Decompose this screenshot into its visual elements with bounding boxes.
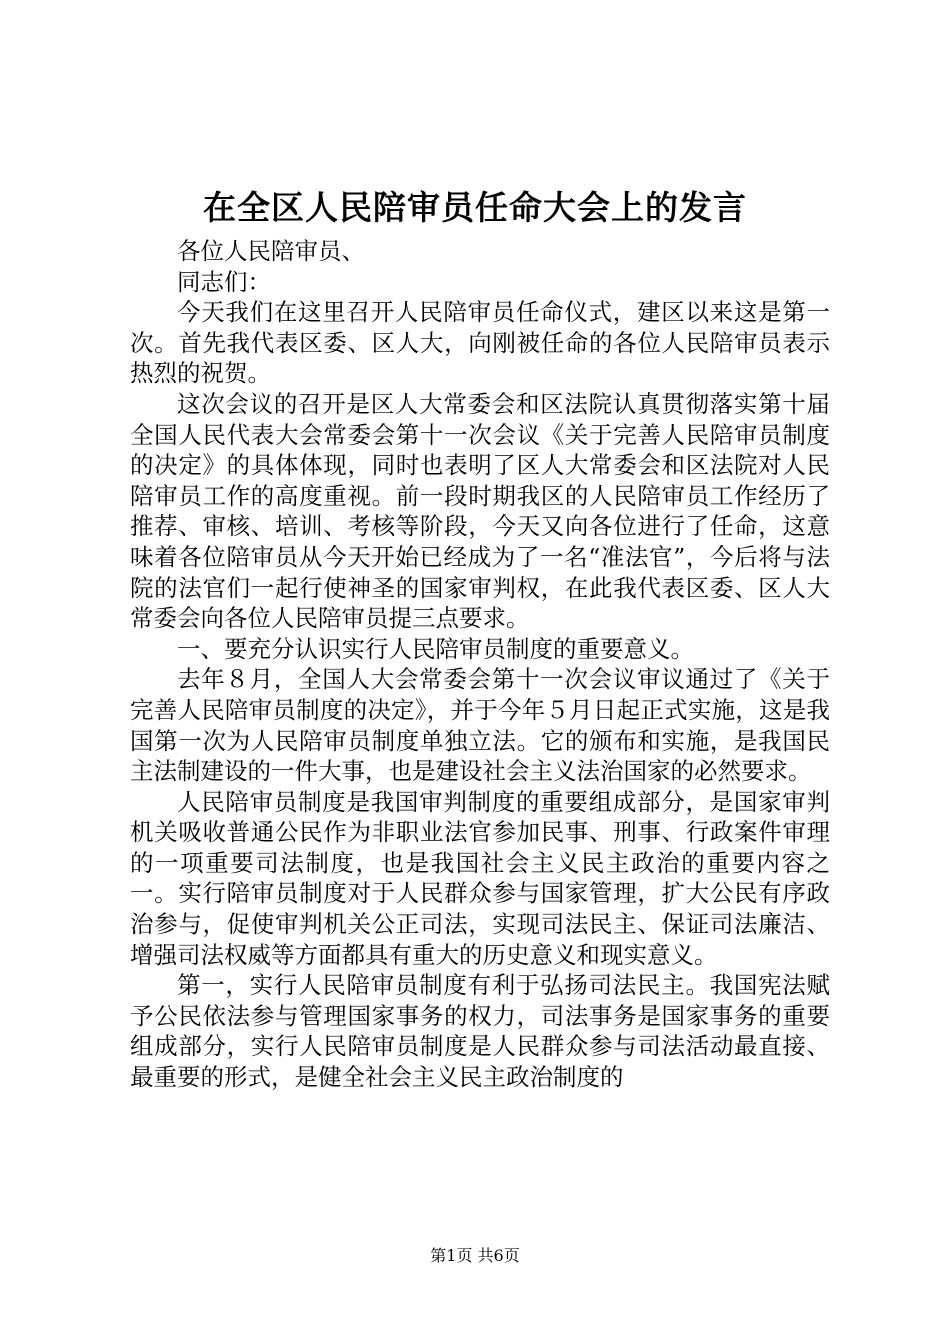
- paragraph-law: 去年８月，全国人大会常委会第十一次会议审议通过了《关于完善人民陪审员制度的决定》，并于今年５月日起正式实施，这是我国第一次为人民陪审员制度单独立法。它的颁布和实施，是我国民主法制建设的一件大事，也是建设社会主义法治国家的必然要求。: [130, 665, 830, 786]
- salutation-line-2: 同志们：: [177, 267, 271, 296]
- paragraph-first-point: 第一，实行人民陪审员制度有利于弘扬司法民主。我国宪法赋予公民依法参与管理国家事务的权力，司法事务是国家事务的重要组成部分，实行人民陪审员制度是人民群众参与司法活动最直接、最重要的形式，是健全社会主义民主政治制度的: [130, 971, 830, 1092]
- page-footer: 第1页 共6页: [430, 1246, 520, 1265]
- section-heading-1: 一、要充分认识实行人民陪审员制度的重要意义。: [177, 634, 694, 663]
- document-body: [130, 236, 830, 1093]
- paragraph-opening: 今天我们在这里召开人民陪审员任命仪式，建区以来这是第一次。首先我代表区委、区人大，向刚被任命的各位人民陪审员表示热烈的祝贺。: [130, 298, 830, 388]
- paragraph-system: 人民陪审员制度是我国审判制度的重要组成部分，是国家审判机关吸收普通公民作为非职业法官参加民事、刑事、行政案件审理的一项重要司法制度，也是我国社会主义民主政治的重要内容之一。实行陪审员制度对于人民群众参与国家管理，扩大公民有序政治参与，促使审判机关公正司法，实现司法民主、保证司法廉洁、增强司法权威等方面都具有重大的历史意义和现实意义。: [130, 787, 830, 969]
- salutation-line-1: 各位人民陪审员、: [177, 237, 365, 265]
- paragraph-meeting: 这次会议的召开是区人大常委会和区法院认真贯彻落实第十届全国人民代表大会常委会第十一次会议《关于完善人民陪审员制度的决定》的具体体现，同时也表明了区人大常委会和区法院对人民陪审员工作的高度重视。前一段时期我区的人民陪审员工作经历了推荐、审核、培训、考核等阶段，今天又向各位进行了任命，这意味着各位陪审员从今天开始已经成为了一名“准法官”，今后将与法院的法官们一起行使神圣的国家审判权，在此我代表区委、区人大常委会向各位人民陪审员提三点要求。: [130, 389, 830, 633]
- document-title: 在全区人民陪审员任命大会上的发言: [203, 188, 747, 227]
